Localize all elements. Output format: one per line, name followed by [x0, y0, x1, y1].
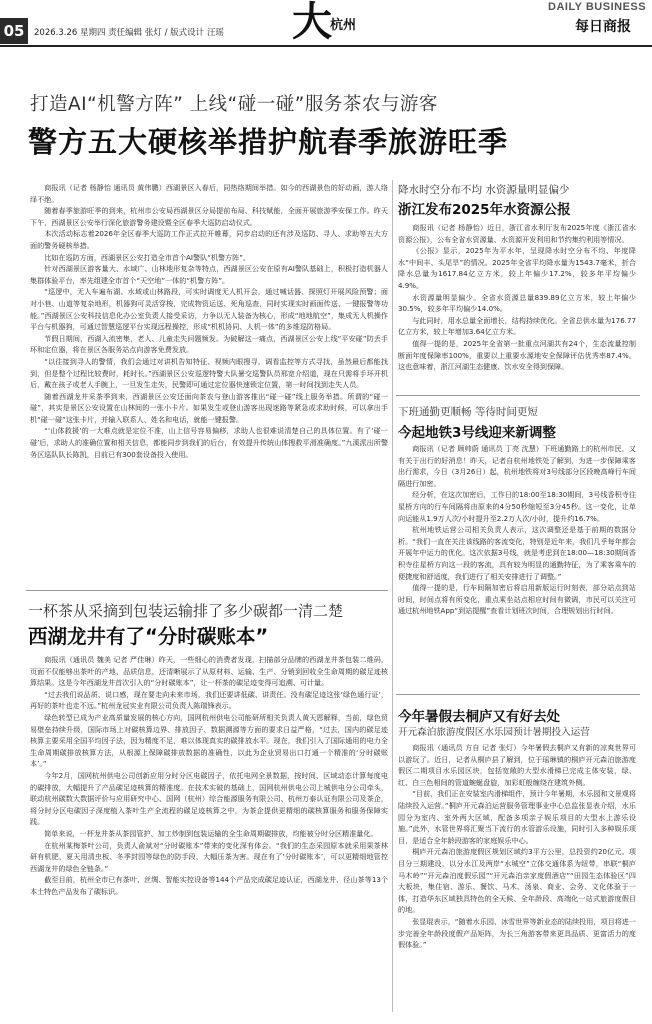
water-paragraph: 商报讯（记者 杨静怡）近日，浙江省水利厅发布2025年度《浙江省水资源公报》，公布全省水资源量、水资源开发利用和节约集约利用等情况。 [398, 223, 636, 244]
carbon-paragraph: “过去我们说品质、说口感，现在要走向未来市场，我们还要讲低碳、讲责任。没有碳足迹这张‘绿色通行证’，再好的茶叶也走不远。”杭州龙冠实业有限公司负责人陈瑞锋表示。 [30, 689, 388, 711]
page-number: 05 [0, 18, 28, 44]
carbon-paragraph: 在杭州某梅茶叶公司，负责人俞斌对“分时碳账本”带来的变化深有体会。“我们的生态采园原本就采用果茶林研有机肥，夏天用清虫板、冬季封园等绿色的防手段，大幅压茶为害。现在有了‘分时碳账本’，可以更精细地管控西湖龙井的绿色全链条。” [30, 840, 388, 873]
metro-kicker: 下班通勤更顺畅 等待时间更短 [398, 406, 538, 418]
metro-headline: 今起地铁3号线迎来新调整 [398, 425, 556, 441]
carbon-paragraph: 商报讯（通讯员 魏美 记者 严佳琳）昨天，一些细心的消费者发现，扫描部分品牌的西湖龙井茶包装二维码，页面不仅能够出茶叶的产地、品质信息，还清晰展示了从原材料、运输、生产、分销到回收全生命周期的碳足迹核算结果。这是今年西湖龙井首次引入的“分时碳账本”，让一杯茶的碳足迹变得可追溯、可计量。 [30, 655, 388, 688]
lead-kicker: 打造AI“机警方阵” 上线“碰一碰”服务茶农与游客 [30, 94, 438, 115]
masthead-rule [0, 45, 652, 47]
carbon-paragraph: 今年2月，国网杭州供电公司创新应用分时分区电碳因子，依托电网全景数据，按时间、区域动态计算每度电的碳排放，大幅提升了产品碳足迹核算的精准度。在技术实破的基础上，国网杭州供电公司上城供电分公司牵头，联动杭州碳数大数据评价与应用研究中心、国网（杭州）综合能源服务有限公司、杭州万泰认证有限公司及茶企，将分时分区电碳因子深度植入茶叶生产全流程的碳足迹核算之中，为茶企提供更精细的碳核算服务和服务保障实践。 [30, 770, 388, 827]
tonglu-kicker: 开元森泊旅游度假区水乐园预计暑期投入运营 [398, 727, 590, 738]
section-name: 杭州 [330, 18, 357, 33]
metro-paragraph: 值得一提的是，行车间隔加密后将启用新版运行时刻表，部分站点到站时间，时间点将有所变化，重点乘坐站点相应时间有微调，市民可以关注可通过杭州地铁App“到站提醒”查看计划班次时间，合理规划出行时间。 [398, 583, 636, 616]
metro-body [398, 443, 636, 689]
tonglu-headline: 今年暑假去桐庐又有好去处 [398, 709, 560, 725]
section-divider [396, 395, 640, 396]
brand-english: DAILY BUSINESS [548, 1, 647, 13]
section-divider [396, 694, 640, 695]
water-body [398, 222, 636, 390]
metro-paragraph: 杭州地铁运营公司相关负责人表示，这次调整还是基于前期的数据分析。“我们一直在关注该线路的客流变化，特别是近年来，我们几乎每年都会开展年中运力的优化。这次依据3号线，就是考虑到在18:00—18:30期间香积寺往星桥方向这一段的客流，具有较为明显的通勤特征，为了乘客乘车的便捷度和舒适度，我们进行了相关安排进行了调整。” [398, 525, 636, 581]
tonglu-paragraph: 桐庐开元森泊旅游度假区规划区域约3平方公里，总投资约20亿元。项目分三期建设，以分水江及两岸“水城空”立体交通体系为纽带，串联“桐庐马木岭”“开元森泊度假乐园”“开元森泊亲家度假酒店”“田园生态体验区”四大板块，集住宿、游乐、餐饮、马术、汤泉、商业、会务、文化体验于一体，打造华东区域独具特色的全天候、全年龄段、高端化一站式旅游度假目的地。 [398, 847, 636, 915]
tonglu-paragraph: “目前，我们正在安装室内滑梯组件，预计今年暑期，水乐园和文景观将陆续投入运营。”桐庐开元森泊运营服务管理事业中心总监张显表介绍，水乐园分为室内、室外两大区域，配备多项亲子娱乐项目的大型水上游乐设施。”此外，水管世界将汇聚当下流行的水管游乐设施，同时引入多种娱乐项目，是适合全年龄段游客的家庭娱乐中心。 [398, 789, 636, 845]
lead-paragraph: “巡逻中，无人车遍布湖、水域或山林路段，可实时调度无人机开会，通过喊话器、探照灯开展风险预警；面对小巷、山道等复杂地形，机器狗可灵活穿梭，完成物资运送、死角巡查，同时实现实时画面传送、一键报警等功能。”西湖景区公安科技信息化办公室负责人接受采访，力争以无人装备为核心，形成“地地航空”，集成无人机操作平台与机器狗，可通过智慧巡逻平台实现远程操控，形成“机机协同、人机一体”的多维巡防格局。 [30, 287, 388, 332]
lead-paragraph: 针对西湖景区游客量大、水域广、山林地形复杂等特点，西湖景区公安在原有AI警队基础上，积极打造机器人集群体验平台，率先组建全市首个“天空地”一体的“机警方阵”。 [30, 264, 388, 285]
carbon-headline: 西湖龙井有了“分时碳账本” [28, 625, 269, 648]
lead-paragraph: 随着春季旅游旺季的到来，杭州市公安局西湖景区分局提前布局、科技赋能，全面开展旅游季安保工作。昨天下午，西湖景区公安举行深化旅游警务建设暨全区春季大巡防启动仪式。 [30, 206, 388, 227]
lead-paragraph: “以往接到寻人的警情，我们会通过对讲机告知特征、视频内眼搜寻，调看监控等方式寻找，虽然最后都能找到，但是整个过程比较费时，耗时长。”西湖景区公安巡逻特警大队暑交巡警队员邢宽介绍道，现在只需将手环开机后，戴在孩子或老人手腕上，一旦发生走失，民警即可通过定位器快速锁定位置，第一时间找到走失人员。 [30, 356, 388, 390]
carbon-paragraph: 截至目前，杭州全市已有茶叶、丝绸、智能实控设备等144个产品完成碳足迹认证，西湖龙井、径山茶等13个本土特色产品发布了碳标识。 [30, 875, 388, 896]
water-paragraph: 水资源量明显偏少。全省水资源总量839.89亿立方米，较上年偏少30.5%，较多年平均偏少14.0%。 [398, 292, 636, 314]
lead-paragraph: “‘山体救援’的一大难点就是定位不准，山上信号容易偏移，求助人也很难说清楚自己的具体位置。有了‘碰一碰’后，求助人的准确位置和相关信息，都能同步到我们的后台，有效提升传统山体搜救平滑准确度。”九溪派出所警务区巡队队长陈凯，目前已有300套设备投入使用。 [30, 426, 388, 459]
water-headline: 浙江发布2025年水资源公报 [398, 202, 571, 218]
lead-paragraph: 比如在巡防方面，西湖景区公安打造全市首个AI警队“机警方阵”。 [44, 252, 251, 262]
date-editor-line: 2026.3.26 星期四 责任编辑 张灯 / 版式设计 汪瑶 [34, 28, 224, 38]
metro-paragraph: 经分析，在这次加密后，工作日的18:00至18:30期间，3号线香积寺往星桥方向的行车间隔将由原来的4分50秒缩短至3分45秒。这一变化，让单向运能从1.9万人次/小时提升至2.2万人次/小时，提升约16.7%。 [398, 490, 636, 523]
tonglu-body [398, 742, 636, 1014]
water-paragraph: 值得一提的是，2025年全省第一批重点河湖共有24个，生态流量控制断面年度保障率100%，重要以上重要水源地安全保障评估优秀率87.4%。这也意味着，浙江河湖生态健康、饮水安全得到保障。 [398, 338, 636, 372]
water-kicker: 降水时空分布不均 水资源量明显偏少 [398, 184, 570, 196]
tonglu-paragraph: 商报讯（通讯员 方自 记者 张灯）今年暑假去桐庐又有新的凉爽世界可以游玩了。近日，记者从桐庐县了解到，位于瑶琳镇的桐庐开元森泊旅游度假区二期项目水乐园区块，包括宽敞的大型水滑梯已完成主体安装，绿、红、白三色相间的管道蜿蜒盘旋，加彩虹般缠绕在建筑外侧。 [398, 743, 636, 787]
column-divider [392, 180, 393, 1012]
metro-paragraph: 商报讯（记者 顾帅蔚 通讯员 丁亮 沈慧）下班通勤路上的杭州市民，又有关于出行的好消息！昨天，记者自杭州地铁处了解到，为进一步保障乘客出行需求，今日（3月26日）起，杭州地铁将对3号线部分区段晚高峰行车间隔进行加密。 [398, 444, 636, 488]
lead-headline: 警方五大硬核举措护航春季旅游旺季 [28, 125, 509, 159]
lead-paragraph: 本次活动标志着2026年全区春季大巡防工作正式拉开帷幕，同步启动的还有涉及巡防、寻人、求助等五大方面的警务硬核举措。 [30, 229, 388, 250]
section-divider [26, 590, 388, 591]
carbon-paragraph: 绿色转型已成为产业高质量发展的核心方向，国网杭州供电公司能研所相关负责人黄天恩解释，当前，绿色贸易壁垒持续升级，国际市场上对碳核算边界、排放因子、数据溯源等方面的要求日益严格，“过去，国内的碳足迹核算主要采用全国平均因子法，因为精度不足，难以体现真实的碳排放水平。现在，我们引入了国际通用的电力全生命周期碳排放核算方法，从根源上保障碳排放数据的准确性，以此为企业贸易出口打通一个精准的‘分时碳账本’。” [30, 712, 388, 769]
carbon-kicker: 一杯茶从采摘到包装运输排了多少碳都一清二楚 [28, 602, 344, 620]
carbon-paragraph: 简单来说，一杯龙井茶从茶园管护、加工炒制到包装运输的全生命周期碳排放，均能被分时分区精准量化。 [44, 828, 378, 838]
lead-body [30, 182, 388, 580]
water-paragraph: 《公报》显示，2025年为平水年，呈现降水时空分布不均、年度降水“中间丰、头尾旱”的情况。2025年全省平均降水量为1543.7毫米，折合降水总量为1617.84亿立方米，较上年偏少17.2%，较多年平均偏少4.9%。 [398, 246, 636, 290]
section-logo-big-char: 大 [292, 0, 332, 45]
lead-paragraph: 商报讯（记者 杨静怡 通讯员 黄伟鹏）西湖景区入春后，同热络期间举措。如今的西湖景色的好动画，游人络绎不绝。 [30, 183, 388, 204]
lead-paragraph: 节假日期间，西湖入流密集，老人、儿童走失问题频发。为破解这一痛点，西湖景区公安上线“平安碰”防丢手环和定位器，将在景区各服务站点向游客免费发放。 [30, 333, 388, 355]
water-paragraph: 与此同时，用水总量全面增长，结构持续优化。全省总供水量为176.77亿立方米，较上年增加3.64亿立方米。 [398, 315, 636, 337]
carbon-body [30, 654, 388, 1018]
tonglu-paragraph: 张显琨表示，“随着水乐园、冰雪世界等新业态的陆续投用，项目将进一步完善全年龄段度假产品矩阵，为长三角游客带来更具品质、更富活力的度假体验。” [398, 916, 636, 950]
lead-paragraph: 随着西湖龙井采茶季到来，西湖景区公安还面向茶农与登山游客推出“碰一碰”线上服务举措。所谓的“碰一碰”，其实是景区公安设置在山林间的一张小卡片。如果发生或登山游客出现迷路等紧急或求助时候，可以拿出手机“碰一碰”这张卡片，并输入联系人、姓名和电话，就能一键报警。 [30, 391, 388, 424]
brand-chinese: 每日商报 [575, 19, 631, 35]
